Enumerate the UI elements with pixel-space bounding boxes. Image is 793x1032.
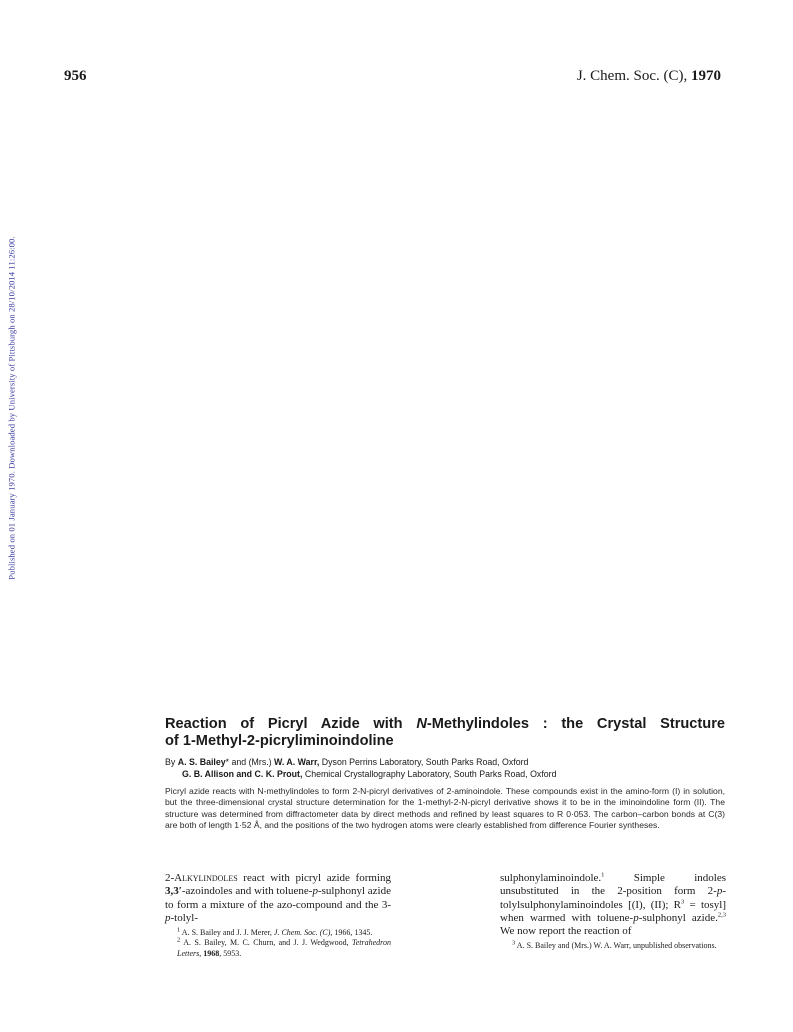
footnotes-right [500, 941, 726, 951]
author-block [165, 756, 725, 780]
author-line-1 [165, 756, 725, 768]
author-connector: * and (Mrs.) [225, 757, 275, 767]
journal-year: 1970 [691, 68, 721, 84]
footnotes-left [165, 928, 391, 959]
footnote-journal: J. Chem. Soc. (C) [273, 928, 331, 938]
footnote-3 [500, 941, 726, 951]
title-line-2: of 1-Methyl-2-picryliminoindoline [165, 733, 394, 749]
author-prefix: By [165, 757, 178, 767]
author-name: W. A. Warr, [274, 757, 320, 767]
body-text: -tolyl- [170, 911, 198, 924]
footnote-number: 2 [177, 936, 181, 944]
body-italic: p [165, 911, 171, 924]
footnote-text: , 5953. [219, 948, 242, 958]
footnote-text: A. S. Bailey, M. C. Churn, and J. J. Wedgwood, [180, 938, 353, 948]
footnote-text: , 1966, 1345. [330, 928, 373, 938]
footnote-number: 3 [512, 939, 516, 947]
abstract: Picryl azide reacts with N-methylindoles to form 2-N-picryl derivatives of 2-aminoindole. These compounds exist in the amino-form (I) in solution, but the three-dimensional crystal structure determination for the 1-methyl-2-N-picryl derivative shows it to be in the iminoindoline form (II). The structure was determined from diffractometer data by direct methods and refined by least squares to R 0·053. The carbon–carbon bonds at C(3) are both of length 1·52 Å, and the positions of the two hydrogen atoms were clearly established from difference Fourier syntheses. [165, 786, 725, 830]
footnote-number: 1 [177, 926, 181, 934]
superscript: 3 [681, 897, 685, 905]
body-text: -sulphonyl azide to form a mixture of the azo-compound and the 3- [165, 885, 391, 911]
title-italic-n: N [416, 716, 427, 732]
download-note: Published on 01 January 1970. Downloaded by University of Pittsburgh on 28/10/2014 11:26:00. [7, 236, 18, 580]
download-sidebar [0, 196, 24, 620]
footnote-text: A. S. Bailey and J. J. Merer, [180, 928, 274, 938]
author-affiliation: Dyson Perrins Laboratory, South Parks Road, Oxford [319, 757, 529, 767]
body-italic: p [633, 911, 639, 924]
author-name: G. B. Allison and C. K. Prout, [182, 769, 303, 779]
footnote-1 [165, 928, 391, 938]
body-italic: p [312, 885, 318, 898]
journal-header [577, 68, 721, 85]
journal-name: J. Chem. Soc. (C), [576, 68, 688, 84]
body-text: -tolylsulphonylaminoindoles [(I), (II); R [500, 885, 726, 911]
citation-ref: 1 [601, 871, 605, 879]
author-line-2 [165, 768, 725, 780]
page-number: 956 [64, 68, 87, 84]
title-line-1 [165, 716, 725, 733]
body-paragraph [165, 872, 391, 925]
footnote-text: A. S. Bailey and (Mrs.) W. A. Warr, unpublished observations. [515, 941, 717, 951]
body-text: -azoindoles and with toluene- [181, 885, 313, 898]
footnote-text: , [199, 948, 204, 958]
body-text: = tosyl] when warmed with toluene- [500, 898, 727, 924]
body-paragraph [500, 872, 726, 938]
title-part: Reaction of Picryl Azide with [165, 716, 417, 732]
body-text: We now report the reaction of [500, 925, 632, 938]
footnote-2 [165, 938, 391, 958]
lead-in: 2-Alkylindoles [165, 872, 238, 884]
citation-ref: 2,3 [717, 911, 726, 919]
body-column-left [165, 872, 391, 959]
title-part: -Methylindoles : the Crystal Structure [426, 716, 725, 732]
body-text: react with picryl azide forming [237, 872, 391, 884]
body-text: sulphonylaminoindole. [500, 872, 602, 884]
body-italic: p [716, 885, 723, 898]
body-column-right [500, 872, 726, 952]
footnote-journal: Tetrahedron Letters [177, 938, 391, 958]
author-name: A. S. Bailey [177, 757, 226, 767]
body-bold: 3,3′ [165, 885, 182, 898]
article-title [165, 716, 725, 750]
body-text: -sulphonyl azide. [638, 911, 718, 924]
author-affiliation: Chemical Crystallography Laboratory, South Parks Road, Oxford [302, 769, 557, 779]
footnote-year: 1968 [203, 948, 220, 958]
body-text: Simple indoles unsubstituted in the 2-position form 2- [500, 872, 726, 898]
